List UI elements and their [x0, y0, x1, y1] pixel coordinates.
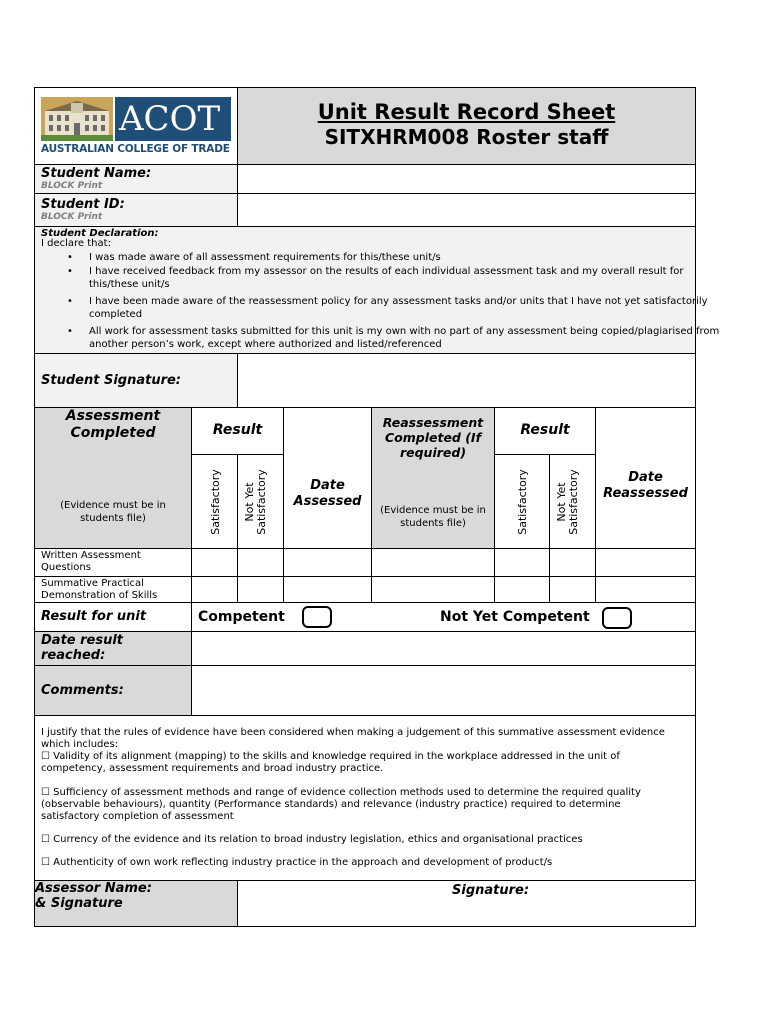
table-cell[interactable]	[191, 548, 238, 577]
declaration-item: • I was made aware of all assessment requirements for this/these unit/s	[89, 251, 729, 264]
satisfactory-label: Satisfactory	[209, 469, 222, 535]
reassessment-header	[371, 407, 495, 549]
result-for-unit-options	[191, 602, 696, 632]
evidence-note-2: (Evidence must be in students file)	[380, 505, 486, 529]
logo-brand-box	[115, 97, 231, 141]
result-2-label: Result	[520, 422, 570, 438]
table-cell[interactable]	[494, 576, 550, 603]
date-result-label-cell	[34, 631, 192, 666]
evidence-note: (Evidence must be in students file)	[60, 500, 166, 524]
building-icon	[41, 97, 113, 141]
table-cell[interactable]	[191, 576, 238, 603]
table-cell[interactable]	[549, 548, 596, 577]
reassessment-label: Reassessment Completed (If required)	[382, 415, 484, 460]
result-for-unit-label-cell	[34, 602, 192, 632]
header-title-cell	[237, 87, 696, 165]
rules-of-evidence-section	[34, 715, 696, 881]
table-cell[interactable]	[549, 576, 596, 603]
declaration-section	[34, 226, 720, 354]
comments-label-cell	[34, 665, 192, 716]
competent-checkbox[interactable]	[302, 606, 332, 628]
not-yet-satisfactory-2-label: Not Yet Satisfactory	[555, 469, 580, 535]
logo-cell	[34, 87, 238, 165]
date-assessed-header	[283, 407, 372, 549]
declaration-intro: I declare that:	[41, 238, 111, 249]
declaration-item: • All work for assessment tasks submitted for this unit is my own with no part of any assessment being copied/plagiarised from another person’s work, except where authorized and listed/referenced	[89, 325, 729, 351]
student-name-label: Student Name:	[41, 166, 152, 181]
table-row-label	[34, 576, 192, 603]
student-id-label-cell	[34, 193, 238, 227]
student-name-field[interactable]	[237, 164, 696, 194]
result-header	[191, 407, 284, 455]
satisfactory-2-header	[494, 454, 550, 549]
date-assessed-label: Date Assessed	[293, 478, 362, 509]
evidence-item-sufficiency[interactable]: ☐ Sufficiency of assessment methods and range of evidence collection methods used to determine the required quality (observable behaviours), quantity (Performance standards) and relevance (industry practice) required to determine satisfactory completion of assessment	[41, 787, 641, 822]
declaration-title: Student Declaration:	[41, 228, 159, 239]
table-cell[interactable]	[595, 576, 696, 603]
result-label: Result	[212, 422, 263, 438]
table-cell[interactable]	[494, 548, 550, 577]
date-result-field[interactable]	[191, 631, 696, 666]
logo	[41, 97, 231, 159]
student-name-label-cell	[34, 164, 238, 194]
table-cell[interactable]	[371, 548, 495, 577]
page-title: Unit Result Record Sheet	[317, 100, 616, 124]
assessment-completed-header	[34, 407, 192, 549]
logo-college: AUSTRALIAN COLLEGE OF TRADE	[41, 143, 230, 155]
declaration-list	[43, 251, 729, 352]
not-yet-satisfactory-2-header	[549, 454, 596, 549]
assessor-label: Assessor Name: & Signature	[35, 881, 152, 911]
not-yet-satisfactory-label: Not Yet Satisfactory	[243, 469, 268, 535]
student-id-label: Student ID:	[41, 197, 125, 212]
comments-label: Comments:	[41, 683, 124, 698]
evidence-item-authenticity[interactable]: ☐ Authenticity of own work reflecting industry practice in the approach and development of product/s	[41, 857, 553, 868]
student-signature-label: Student Signature:	[41, 373, 181, 388]
student-signature-label-cell	[34, 353, 238, 408]
not-yet-satisfactory-header	[237, 454, 284, 549]
student-signature-field[interactable]	[237, 353, 696, 408]
declaration-item: • I have been made aware of the reassessment policy for any assessment tasks and/or units that I have not yet satisfactorily completed	[89, 295, 729, 321]
date-reassessed-header	[595, 407, 696, 549]
student-id-hint: BLOCK Print	[41, 212, 103, 222]
table-row-label	[34, 548, 192, 577]
table-cell[interactable]	[237, 548, 284, 577]
table-cell[interactable]	[371, 576, 495, 603]
result-2-header	[494, 407, 596, 455]
row-label-practical: Summative Practical Demonstration of Skills	[41, 578, 158, 601]
assessment-completed-label: Assessment Completed	[65, 408, 161, 441]
result-for-unit-label: Result for unit	[41, 609, 147, 624]
assessor-label-cell	[34, 880, 238, 927]
table-cell[interactable]	[283, 548, 372, 577]
date-result-label: Date result reached:	[41, 633, 124, 663]
table-cell[interactable]	[237, 576, 284, 603]
assessor-field[interactable]	[237, 880, 696, 927]
competent-label: Competent	[198, 609, 285, 625]
evidence-intro: I justify that the rules of evidence have been considered when making a judgement of this summative assessment evidence which includes:	[41, 727, 665, 750]
satisfactory-2-label: Satisfactory	[516, 469, 529, 535]
table-cell[interactable]	[595, 548, 696, 577]
declaration-item: • I have received feedback from my assessor on the results of each individual assessment task and my overall result for this/these unit/s	[89, 265, 729, 291]
row-label-written: Written Assessment Questions	[41, 550, 141, 573]
evidence-item-validity[interactable]: ☐ Validity of its alignment (mapping) to the skills and knowledge required in the workplace addressed in the unit of competency, assessment requirements and broad industry practice.	[41, 751, 620, 774]
comments-field[interactable]	[191, 665, 696, 716]
table-cell[interactable]	[283, 576, 372, 603]
not-yet-competent-label: Not Yet Competent	[440, 609, 590, 625]
assessor-signature-label: Signature:	[452, 883, 530, 898]
unit-title: SITXHRM008 Roster staff	[324, 125, 609, 149]
student-name-hint: BLOCK Print	[41, 181, 103, 191]
date-reassessed-label: Date Reassessed	[603, 470, 688, 501]
student-id-field[interactable]	[237, 193, 696, 227]
not-yet-competent-checkbox[interactable]	[602, 607, 632, 629]
satisfactory-header	[191, 454, 238, 549]
logo-brand: ACOT	[119, 99, 221, 139]
evidence-item-currency[interactable]: ☐ Currency of the evidence and its relation to broad industry legislation, ethics and organisational practices	[41, 834, 583, 845]
